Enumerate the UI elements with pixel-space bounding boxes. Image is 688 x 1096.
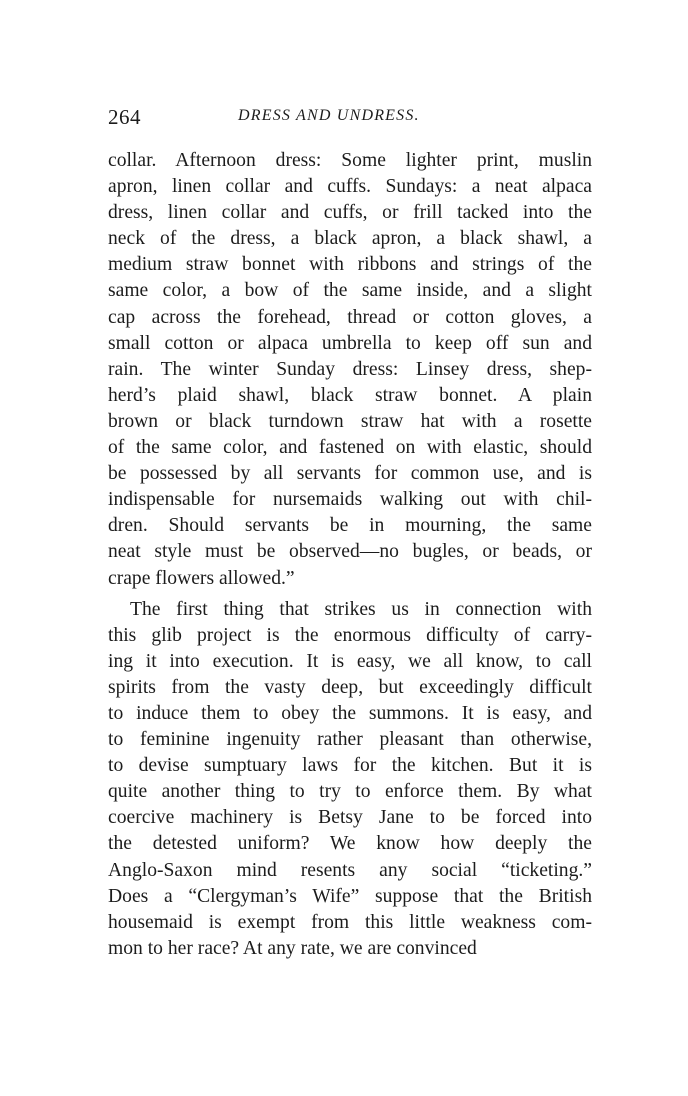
- text-line: small cotton or alpaca umbrella to keep off sun and: [108, 332, 592, 354]
- text-line: herd’s plaid shawl, black straw bonnet. A plain: [108, 384, 592, 406]
- text-line: to feminine ingenuity rather pleasant than otherwise,: [108, 729, 592, 751]
- paragraph-commentary: [108, 597, 592, 962]
- text-line: cap across the forehead, thread or cotton gloves, a: [108, 306, 592, 328]
- text-line: neat style must be observed—no bugles, or beads, or: [108, 541, 592, 563]
- page-number: 264: [108, 105, 141, 129]
- text-line: medium straw bonnet with ribbons and strings of the: [108, 254, 592, 276]
- text-line: to devise sumptuary laws for the kitchen. But it is: [108, 755, 592, 777]
- running-head: DRESS AND UNDRESS.: [238, 107, 420, 124]
- text-line: Does a “Clergyman’s Wife” suppose that the British: [108, 885, 592, 907]
- text-line: housemaid is exempt from this little weakness com-: [108, 911, 592, 933]
- text-line: apron, linen collar and cuffs. Sundays: a neat alpaca: [108, 176, 592, 198]
- text-line: dress, linen collar and cuffs, or frill tacked into the: [108, 202, 592, 224]
- text-line: ing it into execution. It is easy, we all know, to call: [108, 650, 592, 672]
- page-header: [108, 105, 592, 135]
- text-line: of the same color, and fastened on with elastic, should: [108, 437, 592, 459]
- text-line: quite another thing to try to enforce them. By what: [108, 781, 592, 803]
- text-line: rain. The winter Sunday dress: Linsey dress, shep-: [108, 358, 592, 380]
- text-line: same color, a bow of the same inside, and a slight: [108, 280, 592, 302]
- text-line: be possessed by all servants for common use, and is: [108, 463, 592, 485]
- text-line: crape flowers allowed.”: [108, 567, 295, 589]
- text-line: indispensable for nursemaids walking out with chil-: [108, 489, 592, 511]
- text-line: dren. Should servants be in mourning, the same: [108, 515, 592, 537]
- text-line: coercive machinery is Betsy Jane to be forced into: [108, 807, 592, 829]
- text-line: Anglo-Saxon mind resents any social “ticketing.”: [108, 859, 592, 881]
- text-line: to induce them to obey the summons. It is easy, and: [108, 702, 592, 724]
- paragraph-quote-continuation: [108, 148, 592, 592]
- text-line: The first thing that strikes us in connection with: [130, 598, 592, 620]
- text-line: neck of the dress, a black apron, a black shawl, a: [108, 228, 592, 250]
- text-line: spirits from the vasty deep, but exceedingly difficult: [108, 676, 592, 698]
- body-text: [108, 148, 592, 962]
- text-line: brown or black turndown straw hat with a rosette: [108, 410, 592, 432]
- text-line: the detested uniform? We know how deeply the: [108, 833, 592, 855]
- text-line: mon to her race? At any rate, we are convinced: [108, 937, 477, 959]
- text-line: collar. Afternoon dress: Some lighter print, muslin: [108, 150, 592, 171]
- text-line: this glib project is the enormous difficulty of carry-: [108, 624, 592, 646]
